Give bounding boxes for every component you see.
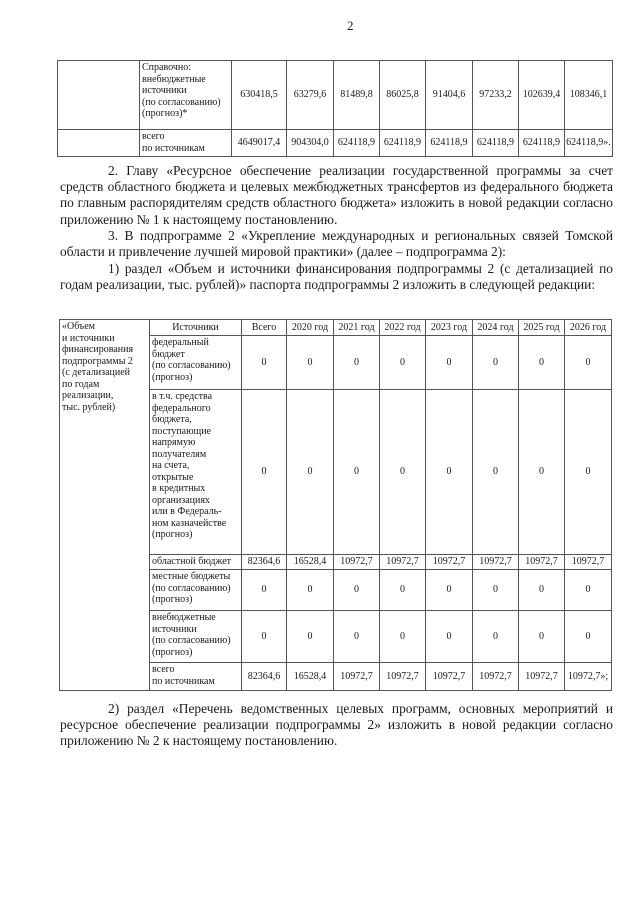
value-2021: 81489,8 [334,61,380,130]
label-line: федерального [152,402,211,414]
column-header-2022: 2022 год [380,320,426,336]
value-2026: 10972,7 [565,555,612,570]
paragraph-item-2: 2. Главу «Ресурсное обеспечение реализации государственной программы за счет средств областного бюджета и целевых межбюджетных трансфертов из федерального бюджета по главным распорядителям средств областного бюджета» изложить в новой редакции согласно приложению № 1 к настоящему постановлению. [60,163,613,227]
label-line: Справочно: [142,62,192,73]
value-2023: 0 [426,390,473,555]
label-line: (по согласованию) [152,582,231,594]
value-total: 0 [242,336,287,390]
empty-header-cell [58,61,140,130]
label-line: бюджет [152,348,185,360]
value-2021: 0 [334,336,380,390]
value-2021: 0 [334,611,380,663]
value-2023: 0 [426,611,473,663]
value-2026: 624118,9». [565,130,613,157]
value-2022: 10972,7 [380,663,426,691]
value-2023: 0 [426,336,473,390]
label-line: организациях [152,494,210,506]
label-line: или в Федераль- [152,506,222,517]
label-line: (прогноз) [152,646,193,658]
label-line: по источникам [142,142,205,154]
table-row-extrabudgetary-reference [58,61,613,130]
label-line: (с детализацией [62,367,131,378]
value-2024: 97233,2 [473,61,519,130]
value-2021: 624118,9 [334,130,380,157]
value-2024: 0 [473,390,519,555]
value-2022: 0 [380,611,426,663]
column-header-total: Всего [242,320,287,336]
value-total: 630418,5 [232,61,287,130]
row-header-funding-volume [60,320,150,691]
label-line: (по согласованию) [142,96,221,108]
label-line: (прогноз)* [142,108,188,119]
page-number: 2 [347,18,354,33]
value-2023: 10972,7 [426,555,473,570]
value-2024: 10972,7 [473,555,519,570]
label-line: всего [152,664,175,675]
value-2020: 0 [287,570,334,611]
source-label [150,663,242,691]
value-2022: 10972,7 [380,555,426,570]
label-line: источники [142,85,187,96]
label-line: и источники [62,332,115,344]
value-2020: 0 [287,336,334,390]
label-line: по источникам [152,675,215,687]
label-line: финансирования [62,344,134,355]
value-2022: 0 [380,390,426,555]
source-label [150,390,242,555]
label-line: по годам [62,378,100,390]
label-line: (по согласованию) [152,635,231,646]
value-total: 0 [242,611,287,663]
value-2026: 108346,1 [565,61,613,130]
value-2024: 0 [473,611,519,663]
value-2025: 10972,7 [519,663,565,691]
paragraph-item-3-1: 1) раздел «Объем и источники финансирования подпрограммы 2 (с детализацией по годам реализации, тыс. рублей)» паспорта подпрограммы 2 изложить в следующей редакции: [60,261,613,293]
value-2026: 0 [565,611,612,663]
label-line: (прогноз) [152,371,193,383]
label-line: поступающие [152,425,212,437]
value-2026: 10972,7»; [565,663,612,691]
value-2021: 0 [334,570,380,611]
source-label [150,570,242,611]
value-2022: 624118,9 [380,130,426,157]
source-label [140,61,232,130]
source-label [150,555,242,570]
value-2024: 10972,7 [473,663,519,691]
table-header-row [60,320,612,336]
value-2024: 0 [473,336,519,390]
paragraph-item-3-2: 2) раздел «Перечень ведомственных целевых программ, основных мероприятий и ресурсное обеспечение реализации подпрограммы 2» изложить в новой редакции согласно приложению № 2 к настоящему постановлению. [60,701,613,749]
value-2023: 0 [426,570,473,611]
value-2020: 16528,4 [287,663,334,691]
label-line: подпрограммы 2 [62,355,133,367]
value-2025: 0 [519,390,565,555]
source-label [150,611,242,663]
label-line: в т.ч. средства [152,391,213,402]
value-2026: 0 [565,336,612,390]
value-2024: 0 [473,570,519,611]
value-2020: 904304,0 [287,130,334,157]
label-line: «Объем [62,321,95,332]
label-line: в кредитных [152,483,206,494]
value-2021: 10972,7 [334,663,380,691]
value-2022: 0 [380,336,426,390]
label-line: федеральный [152,337,209,348]
value-total: 4649017,4 [232,130,287,157]
value-2025: 0 [519,570,565,611]
value-2023: 624118,9 [426,130,473,157]
label-line: открытые [152,471,194,483]
label-line: тыс. рублей) [62,401,116,413]
label-line: (прогноз) [152,529,193,540]
source-label [150,336,242,390]
label-line: (прогноз) [152,594,193,605]
value-total: 0 [242,390,287,555]
value-2020: 16528,4 [287,555,334,570]
source-label [140,130,232,157]
value-2021: 0 [334,390,380,555]
empty-header-cell [58,130,140,157]
column-header-2021: 2021 год [334,320,380,336]
value-2025: 10972,7 [519,555,565,570]
value-2026: 0 [565,570,612,611]
value-2026: 0 [565,390,612,555]
value-total: 82364,6 [242,555,287,570]
column-header-2024: 2024 год [473,320,519,336]
subprogram-2-funding-table [59,319,612,691]
table-row-total [58,130,613,157]
paragraph-item-3: 3. В подпрограмме 2 «Укрепление международных и региональных связей Томской области и привлечение лучшей мировой практики» (далее – подпрограмма 2): [60,228,613,260]
column-header-2025: 2025 год [519,320,565,336]
label-line: источники [152,623,197,635]
label-line: бюджета, [152,414,192,425]
label-line: областной бюджет [152,556,232,567]
value-2025: 0 [519,611,565,663]
value-2023: 10972,7 [426,663,473,691]
column-header-2026: 2026 год [565,320,612,336]
funding-table-continuation [57,60,613,157]
label-line: реализации, [62,390,114,401]
value-2025: 102639,4 [519,61,565,130]
label-line: местные бюджеты [152,571,231,582]
column-header-sources: Источники [150,320,242,336]
label-line: всего [142,131,165,142]
label-line: внебюджетные [152,612,216,623]
label-line: на счета, [152,460,190,471]
value-2022: 86025,8 [380,61,426,130]
value-total: 0 [242,570,287,611]
value-2025: 624118,9 [519,130,565,157]
value-2024: 624118,9 [473,130,519,157]
value-2022: 0 [380,570,426,611]
label-line: (по согласованию) [152,360,231,371]
label-line: получателям [152,448,207,460]
value-2020: 63279,6 [287,61,334,130]
value-total: 82364,6 [242,663,287,691]
column-header-2023: 2023 год [426,320,473,336]
value-2021: 10972,7 [334,555,380,570]
value-2020: 0 [287,390,334,555]
column-header-2020: 2020 год [287,320,334,336]
value-2020: 0 [287,611,334,663]
label-line: напрямую [152,437,196,448]
label-line: внебюджетные [142,73,206,85]
value-2025: 0 [519,336,565,390]
label-line: ном казначействе [152,517,227,529]
value-2023: 91404,6 [426,61,473,130]
